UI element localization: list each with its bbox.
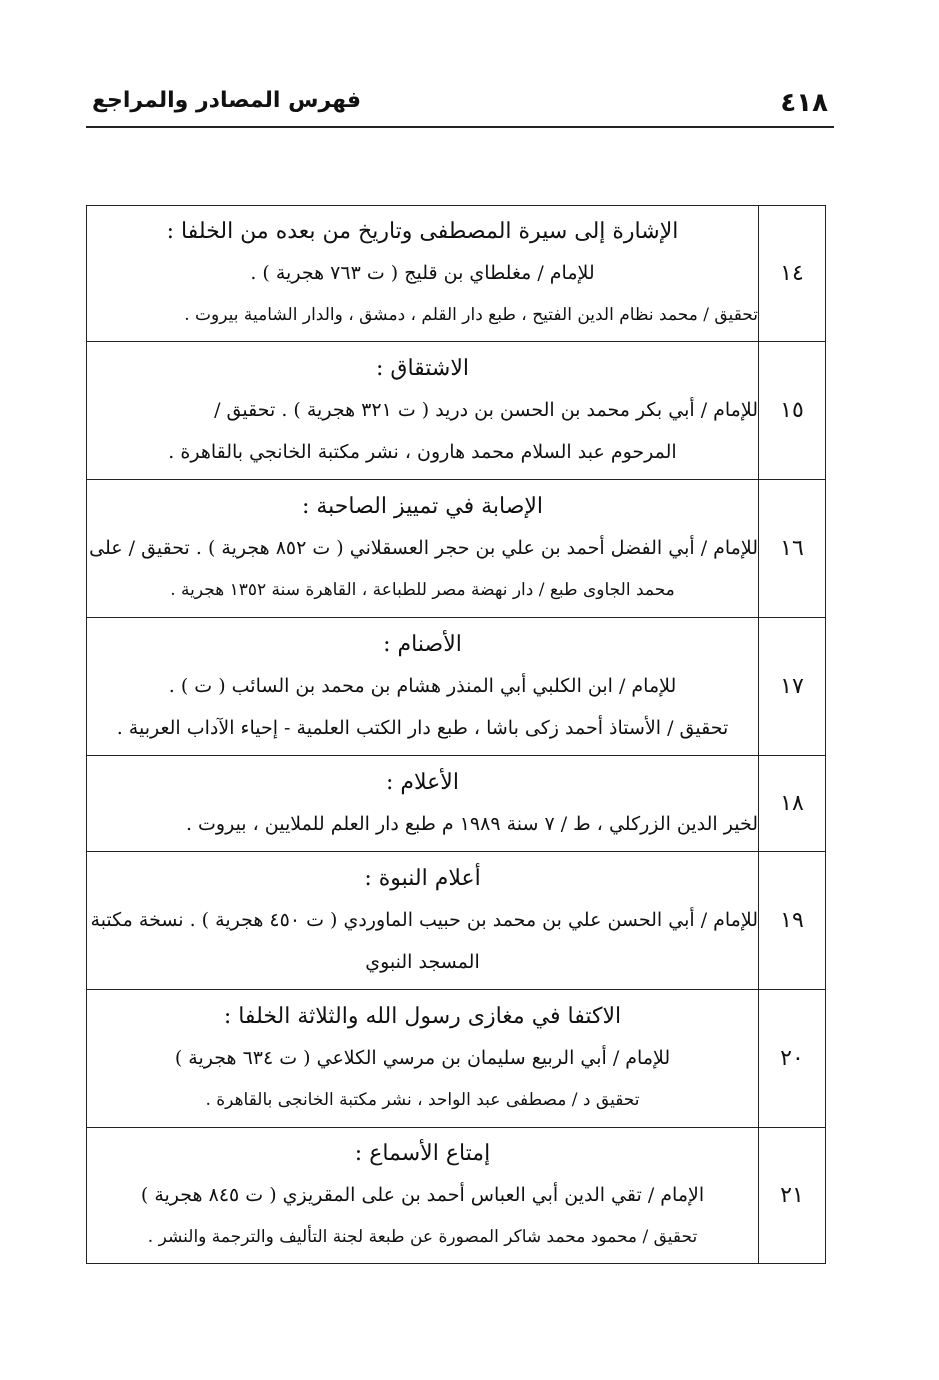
- entry-line: الإمام / تقي الدين أبي العباس أحمد بن على المقريزي ( ت ٨٤٥ هجرية ): [140, 1183, 705, 1206]
- entry-line: تحقيق / محمد نظام الدين الفتيح ، طبع دار القلم ، دمشق ، والدار الشامية بيروت .: [184, 304, 758, 325]
- entry-body: [87, 342, 759, 480]
- entry-body: [87, 756, 759, 852]
- entry-line: للإمام / ابن الكلبي أبي المنذر هشام بن محمد بن السائب ( ت ) .: [168, 674, 677, 697]
- table-row: [87, 990, 826, 1128]
- entry-line: المرحوم عبد السلام محمد هارون ، نشر مكتبة الخانجي بالقاهرة .: [168, 440, 677, 463]
- entry-number: ٢١: [759, 1128, 826, 1264]
- page-header: [86, 82, 834, 128]
- entry-title: الاشتقاق :: [375, 355, 470, 381]
- entry-title: الأصنام :: [383, 631, 462, 657]
- entry-number: ١٤: [759, 206, 826, 342]
- entry-number: ١٩: [759, 852, 826, 990]
- page-title: فهرس المصادر والمراجع: [92, 88, 362, 113]
- entry-line: للإمام / أبي الحسن علي بن محمد بن حبيب الماوردي ( ت ٤٥٠ هجرية ) . نسخة مكتبة: [90, 908, 758, 931]
- entry-title: الاكتفا في مغازى رسول الله والثلاثة الخلفا :: [223, 1003, 622, 1029]
- entry-line: للإمام / مغلطاي بن قليج ( ت ٧٦٣ هجرية ) .: [250, 261, 595, 284]
- entry-line: تحقيق / الأستاذ أحمد زكى باشا ، طبع دار الكتب العلمية - إحياء الآداب العربية .: [116, 716, 729, 739]
- table-row: [87, 852, 826, 990]
- entry-body: [87, 206, 759, 342]
- table-row: [87, 480, 826, 618]
- table-row: [87, 756, 826, 852]
- entry-body: [87, 852, 759, 990]
- entry-number: ١٦: [759, 480, 826, 618]
- entry-number: ١٧: [759, 618, 826, 756]
- entry-line: للإمام / أبي الفضل أحمد بن علي بن حجر العسقلاني ( ت ٨٥٢ هجرية ) . تحقيق / على: [89, 536, 758, 559]
- entry-line: تحقيق / محمود محمد شاكر المصورة عن طبعة لجنة التأليف والترجمة والنشر .: [147, 1226, 698, 1247]
- entry-line: محمد الجاوى طبع / دار نهضة مصر للطباعة ، القاهرة سنة ١٣٥٢ هجرية .: [170, 579, 675, 600]
- page-number: ٤١٨: [780, 88, 828, 118]
- entry-title: أعلام النبوة :: [364, 865, 481, 891]
- entry-body: [87, 1128, 759, 1264]
- entry-title: الأعلام :: [386, 769, 459, 795]
- table-row: [87, 342, 826, 480]
- entry-line: للإمام / أبي بكر محمد بن الحسن بن دريد ( ت ٣٢١ هجرية ) . تحقيق /: [214, 398, 758, 421]
- entry-body: [87, 990, 759, 1128]
- entry-number: ١٥: [759, 342, 826, 480]
- entry-line: تحقيق د / مصطفى عبد الواحد ، نشر مكتبة الخانجى بالقاهرة .: [205, 1089, 640, 1110]
- entry-title: الإصابة في تمييز الصاحبة :: [301, 493, 544, 519]
- entry-number: ٢٠: [759, 990, 826, 1128]
- entry-line: المسجد النبوي: [365, 950, 480, 973]
- entry-title: الإشارة إلى سيرة المصطفى وتاريخ من بعده من الخلفا :: [166, 218, 679, 244]
- table-row: [87, 206, 826, 342]
- entry-line: للإمام / أبي الربيع سليمان بن مرسي الكلاعي ( ت ٦٣٤ هجرية ): [174, 1046, 671, 1069]
- references-table: [86, 205, 826, 1264]
- table-row: [87, 618, 826, 756]
- entry-body: [87, 480, 759, 618]
- entry-number: ١٨: [759, 756, 826, 852]
- entry-line: لخير الدين الزركلي ، ط / ٧ سنة ١٩٨٩ م طبع دار العلم للملايين ، بيروت .: [185, 812, 758, 835]
- entry-body: [87, 618, 759, 756]
- entry-title: إمتاع الأسماع :: [354, 1140, 491, 1166]
- table-row: [87, 1128, 826, 1264]
